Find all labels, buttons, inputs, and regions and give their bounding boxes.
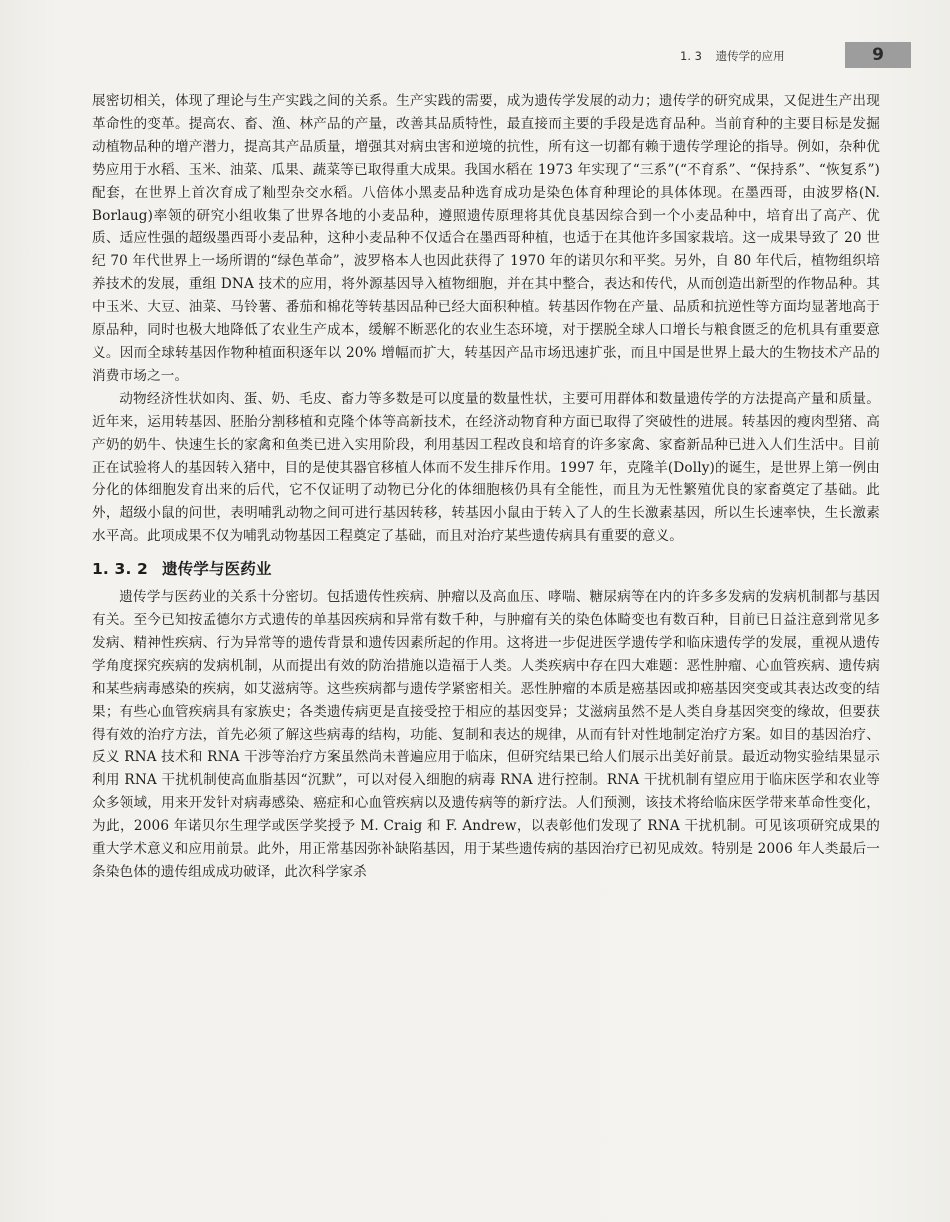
header-section-title: 遗传学的应用 [715,49,785,63]
section-title: 遗传学与医药业 [161,560,272,579]
paragraph-animal-breeding: 动物经济性状如肉、蛋、奶、毛皮、畜力等多数是可以度量的数量性状，主要可用群体和数量遗传学的方法提高产量和质量。近年来，运用转基因、胚胎分割移植和克隆个体等高新技术，在经济动物育种方面已取得了突破性的进展。转基因的瘦肉型猪、高产奶的奶牛、快速生长的家禽和鱼类已进入实用阶段，利用基因工程改良和培育的许多家禽、家畜新品种已进入人们生活中。目前正在试验将人的基因转入猪中，目的是使其器官移植人体而不发生排斥作用。1997 年，克隆羊(Dolly)的诞生，是世界上第一例由分化的体细胞发育出来的后代，它不仅证明了动物已分化的体细胞核仍具有全能性，而且为无性繁殖优良的家畜奠定了基础。此外，超级小鼠的问世，表明哺乳动物之间可进行基因转移，转基因小鼠由于转入了人的生长激素基因，所以生长速率快，生长激素水平高。此项成果不仅为哺乳动物基因工程奠定了基础，而且对治疗某些遗传病具有重要的意义。 [92,390,880,545]
page-number-badge: 9 [845,42,911,68]
body-text [92,90,880,884]
running-header [680,48,785,64]
paragraph-continued: 展密切相关，体现了理论与生产实践之间的关系。生产实践的需要，成为遗传学发展的动力；遗传学的研究成果，又促进生产出现革命性的变革。提高农、畜、渔、林产品的产量，改善其品质特性，最直接而主要的手段是选育品种。当前育种的主要目标是发掘动植物品种的增产潜力，提高其产品质量，增强其对病虫害和逆境的抗性，所有这一切都有赖于遗传学理论的指导。例如，杂种优势应用于水稻、玉米、油菜、瓜果、蔬菜等已取得重大成果。我国水稻在 1973 年实现了“三系”(“不育系”、“保持系”、“恢复系”)配套，在世界上首次育成了籼型杂交水稻。八倍体小黑麦品种选育成功是染色体育种理论的具体体现。在墨西哥，由波罗格(N. Borlaug)率领的研究小组收集了世界各地的小麦品种，遵照遗传原理将其优良基因综合到一个小麦品种中，培育出了高产、优质、适应性强的超级墨西哥小麦品种，这种小麦品种不仅适合在墨西哥种植，也适于在其他许多国家栽培。这一成果导致了 20 世纪 70 年代世界上一场所谓的“绿色革命”，波罗格本人也因此获得了 1970 年的诺贝尔和平奖。另外，自 80 年代后，植物组织培养技术的发展，重组 DNA 技术的应用，将外源基因导入植物细胞，并在其中整合，表达和传代，从而创造出新型的作物品种。其中玉米、大豆、油菜、马铃薯、番茄和棉花等转基因品种已经大面积种植。转基因作物在产量、品质和抗逆性等方面均显著地高于原品种，同时也极大地降低了农业生产成本，缓解不断恶化的农业生态环境，对于摆脱全球人口增长与粮食匮乏的危机具有重要意义。因而全球转基因作物种植面积逐年以 20% 增幅而扩大，转基因产品市场迅速扩张，而且中国是世界上最大的生物技术产品的消费市场之一。 [92,93,880,384]
section-heading [92,558,880,580]
header-section-number: 1. 3 [680,49,702,63]
section-number: 1. 3. 2 [92,560,148,579]
paragraph-medicine: 遗传学与医药业的关系十分密切。包括遗传性疾病、肿瘤以及高血压、哮喘、糖尿病等在内的许多多发病的发病机制都与基因有关。至今已知按孟德尔方式遗传的单基因疾病和异常有数千种，与肿瘤有关的染色体畸变也有数百种，目前已日益注意到常见多发病、精神性疾病、行为异常等的遗传背景和遗传因素所起的作用。这将进一步促进医学遗传学和临床遗传学的发展，重视从遗传学角度探究疾病的发病机制，从而提出有效的防治措施以造福于人类。人类疾病中存在四大难题：恶性肿瘤、心血管疾病、遗传病和某些病毒感染的疾病，如艾滋病等。这些疾病都与遗传学紧密相关。恶性肿瘤的本质是癌基因或抑癌基因突变或其表达改变的结果；有些心血管疾病具有家族史；各类遗传病更是直接受控于相应的基因变异；艾滋病虽然不是人类自身基因突变的缘故，但要获得有效的治疗方法，首先必须了解这些病毒的结构，功能、复制和表达的规律，从而有针对性地制定治疗方案。如目的基因治疗、反义 RNA 技术和 RNA 干涉等治疗方案虽然尚未普遍应用于临床，但研究结果已给人们展示出美好前景。最近动物实验结果显示利用 RNA 干扰机制使高血脂基因“沉默”，可以对侵入细胞的病毒 RNA 进行控制。RNA 干扰机制有望应用于临床医学和农业等众多领域，用来开发针对病毒感染、癌症和心血管疾病以及遗传病等的新疗法。人们预测，该技术将给临床医学带来革命性变化，为此，2006 年诺贝尔生理学或医学奖授予 M. Craig 和 F. Andrew，以表彰他们发现了 RNA 干扰机制。可见该项研究成果的重大学术意义和应用前景。此外，用正常基因弥补缺陷基因，用于某些遗传病的基因治疗已初见成效。特别是 2006 年人类最后一条染色体的遗传组成成功破译，此次科学家杀 [92,589,880,880]
